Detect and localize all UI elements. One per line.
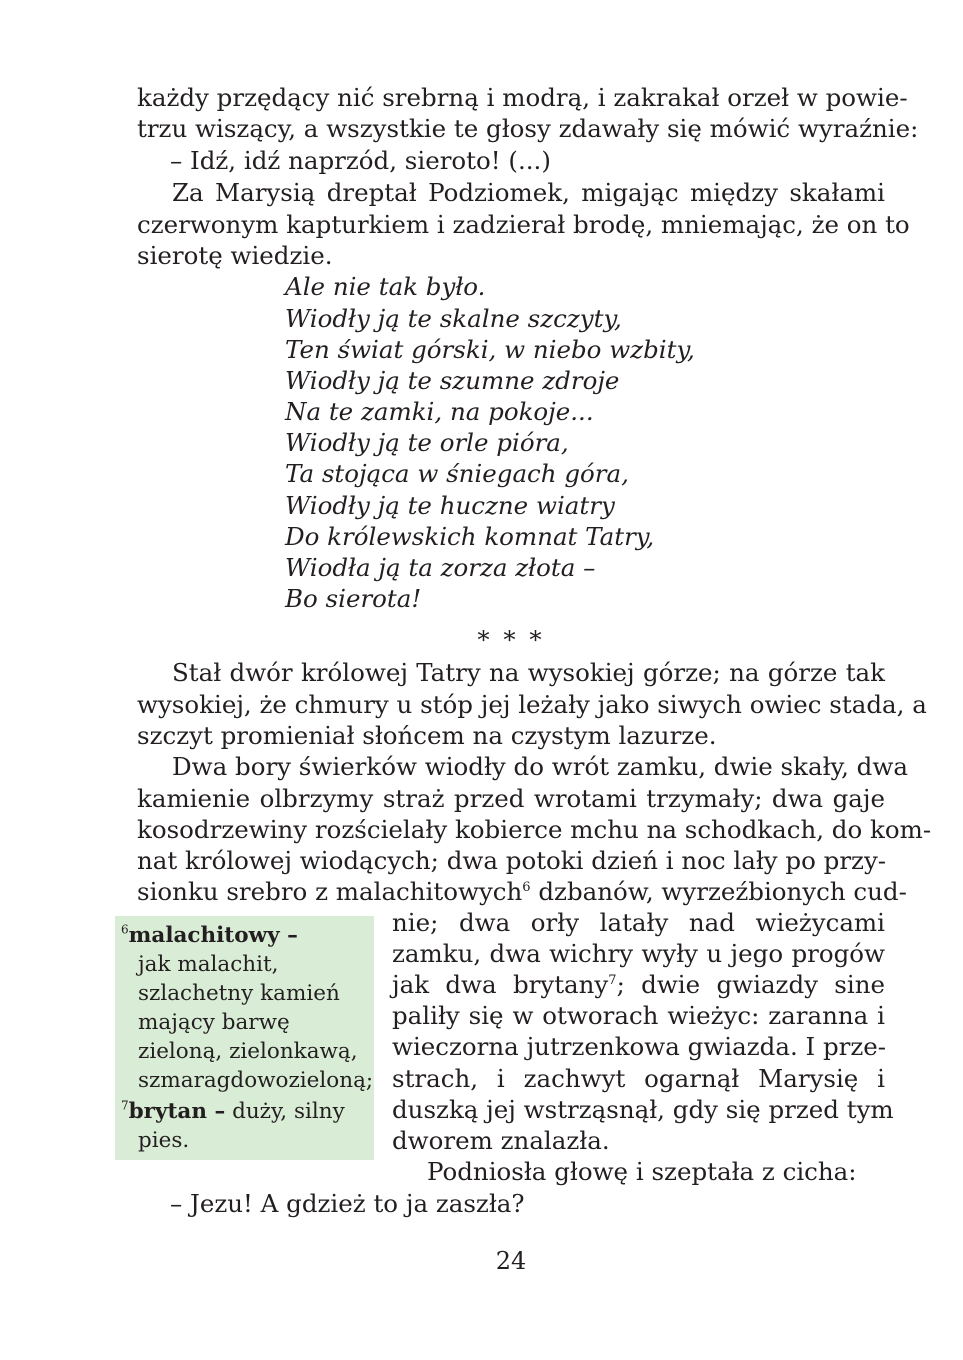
footnote-ref-7: 7 — [608, 972, 617, 988]
text-line: szczyt promieniał słońcem na czystym lazurze. — [137, 721, 717, 750]
poem-line: Do królewskich komnat Tatry, — [285, 522, 655, 551]
text-line: kosodrzewiny rozścielały kobierce mchu na schodkach, do kom- — [137, 815, 932, 844]
footnote-term: malachitowy – — [128, 923, 298, 948]
poem-line: Wiodły ją te skalne szczyty, — [285, 304, 622, 333]
poem-line: Ten świat górski, w niebo wzbity, — [285, 335, 695, 364]
footnote-number: 7 — [121, 1098, 129, 1113]
poem-line: Wiodła ją ta zorza złota – — [285, 553, 596, 582]
poem-line: Bo sierota! — [285, 584, 422, 613]
footnote-line: jak malachit, — [138, 952, 279, 977]
footnote-box — [115, 916, 374, 1160]
text-line — [137, 876, 907, 907]
text-line: sierotę wiedzie. — [137, 241, 333, 270]
text-line: dworem znalazła. — [392, 1126, 610, 1155]
text-line: Za Marysią dreptał Podziomek, migając między skałami — [172, 178, 885, 207]
text-line: – Idź, idź naprzód, sieroto! (...) — [170, 146, 551, 175]
text-line: zamku, dwa wichry wyły u jego progów — [392, 939, 885, 968]
footnote-line: szlachetny kamień — [138, 981, 340, 1006]
footnote-line: szmaragdowozieloną; — [138, 1068, 374, 1093]
text-line: wysokiej, że chmury u stóp jej leżały jako siwych owiec stada, a — [137, 690, 927, 719]
footnote-7-heading — [121, 1097, 345, 1126]
footnote-term: brytan – — [128, 1099, 226, 1124]
text-line: czerwonym kapturkiem i zadzierał brodę, mniemając, że on to — [137, 210, 910, 239]
text-segment: jak dwa brytany — [392, 970, 609, 999]
poem-line: Na te zamki, na pokoje... — [285, 397, 594, 426]
poem-line: Ale nie tak było. — [285, 272, 486, 301]
text-line: kamienie olbrzymy straż przed wrotami trzymały; dwa gaje — [137, 784, 885, 813]
poem-line: Wiodły ją te szumne zdroje — [285, 366, 620, 395]
text-line: duszką jej wstrząsnął, gdy się przed tym — [392, 1095, 894, 1124]
footnote-ref-6: 6 — [522, 879, 531, 895]
text-segment: dzbanów, wyrzeźbionych cud- — [530, 877, 907, 906]
footnote-line: mający barwę — [138, 1010, 290, 1035]
text-line: strach, i zachwyt ogarnął Marysię i — [392, 1064, 885, 1093]
text-line: – Jezu! A gdzież to ja zaszła? — [170, 1189, 525, 1218]
footnote-number: 6 — [121, 922, 129, 937]
footnote-line: pies. — [138, 1128, 190, 1153]
text-line: trzu wiszący, a wszystkie te głosy zdawały się mówić wyraźnie: — [137, 114, 919, 143]
poem-line: Wiodły ją te orle pióra, — [285, 428, 569, 457]
text-line: każdy przędący nić srebrną i modrą, i zakrakał orzeł w powie- — [137, 83, 908, 112]
section-separator: * * * — [477, 625, 545, 654]
text-line: wieczorna jutrzenkowa gwiazda. I prze- — [392, 1032, 887, 1061]
footnote-line: zieloną, zielonkawą, — [138, 1039, 358, 1064]
text-line — [392, 969, 885, 1000]
text-segment: ; dwie gwiazdy sine — [616, 970, 885, 999]
text-line: nat królowej wiodących; dwa potoki dzień i noc lały po przy- — [137, 846, 887, 875]
text-line: paliły się w otworach wieżyc: zaranna i — [392, 1001, 885, 1030]
text-line: Dwa bory świerków wiodły do wrót zamku, dwie skały, dwa — [172, 752, 908, 781]
poem-line: Ta stojąca w śniegach góra, — [285, 459, 629, 488]
footnote-definition: duży, silny — [225, 1099, 345, 1124]
text-line: Stał dwór królowej Tatry na wysokiej górze; na górze tak — [172, 658, 885, 687]
text-line: nie; dwa orły latały nad wieżycami — [392, 908, 885, 937]
page-number: 24 — [495, 1247, 527, 1275]
text-line: Podniosła głowę i szeptała z cicha: — [427, 1157, 857, 1186]
text-segment: sionku srebro z malachitowych — [137, 877, 523, 906]
footnote-6-heading — [121, 921, 298, 950]
poem-line: Wiodły ją te huczne wiatry — [285, 491, 615, 520]
